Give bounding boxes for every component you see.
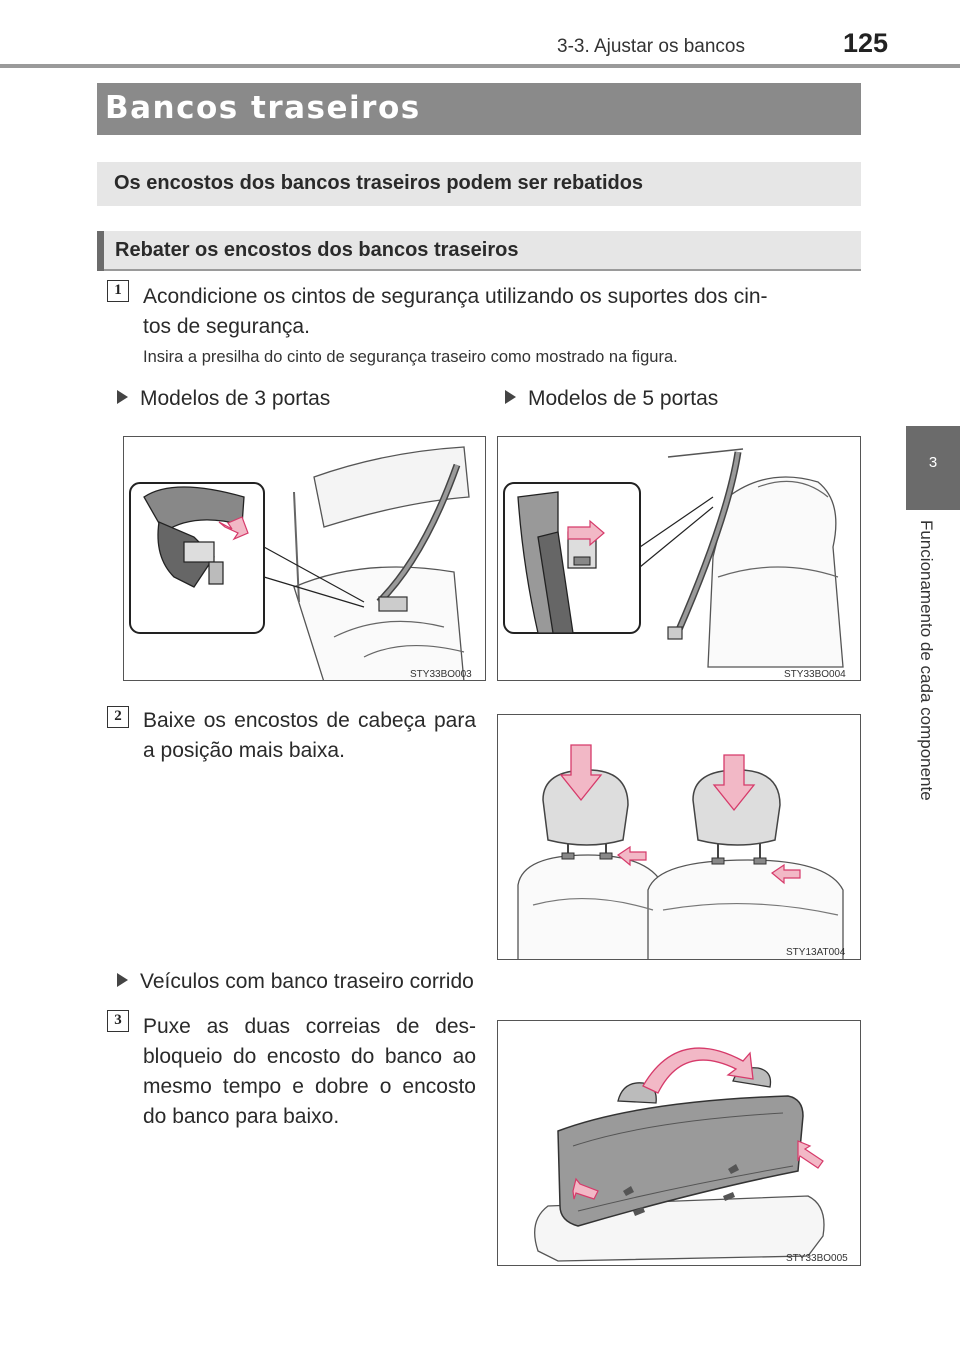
chapter-side-label <box>916 520 946 860</box>
step-1-text-line-1: Acondicione os cintos de segurança utilizando os suportes dos cin- <box>143 285 768 308</box>
figure-fold-seatback <box>497 1020 861 1266</box>
figure-code-5-door: STY33BO004 <box>784 669 846 680</box>
step-number-2: 2 <box>107 706 129 728</box>
fold-seatback-illustration <box>498 1021 861 1266</box>
triangle-bullet-icon <box>505 390 516 404</box>
bullet-three-door-text: Modelos de 3 portas <box>140 387 331 410</box>
seatbelt-5-door-illustration <box>498 437 861 681</box>
header-section-title: 3-3. Ajustar os bancos <box>557 36 745 57</box>
step-2-text: Baixe os encostos de cabeça para a posição mais baixa. <box>143 709 476 762</box>
step-1-text-line-2: tos de segurança. <box>143 315 310 338</box>
figure-3-door-seatbelt <box>123 436 486 681</box>
subheading-primary <box>97 162 861 206</box>
triangle-bullet-icon <box>117 973 128 987</box>
figure-5-door-seatbelt <box>497 436 861 681</box>
seatbelt-3-door-illustration <box>124 437 486 681</box>
bullet-bench-seat <box>117 970 474 994</box>
subheading-primary-text: Os encostos dos bancos traseiros podem ser rebatidos <box>114 172 644 194</box>
chapter-tab-number: 3 <box>928 454 938 471</box>
step-number-1: 1 <box>107 280 129 302</box>
bullet-three-door <box>117 387 330 411</box>
step-1-text <box>143 282 863 342</box>
page-header <box>0 0 960 70</box>
subheading-secondary <box>97 231 861 271</box>
step-number-3: 3 <box>107 1010 129 1032</box>
header-page-number: 125 <box>843 28 889 58</box>
figure-code-headrests: STY13AT004 <box>786 947 846 958</box>
subheading-accent <box>97 231 104 271</box>
figure-code-3-door: STY33BO003 <box>410 669 472 680</box>
section-title-bar <box>97 83 861 135</box>
figure-code-fold: STY33BO005 <box>786 1253 848 1264</box>
chapter-side-label-text: Funcionamento de cada componente <box>917 520 936 801</box>
headrests-illustration <box>498 715 861 960</box>
triangle-bullet-icon <box>117 390 128 404</box>
chapter-tab <box>906 426 960 510</box>
bullet-bench-seat-text: Veículos com banco traseiro corrido <box>140 970 474 993</box>
header-rule <box>0 64 960 68</box>
step-3-text: Puxe as duas correias de des-bloqueio do encosto do banco ao mesmo tempo e dobre o encosto do banco para baixo. <box>143 1015 476 1128</box>
bullet-five-door <box>505 387 718 411</box>
section-title: Bancos traseiros <box>105 90 421 126</box>
subheading-secondary-text: Rebater os encostos dos bancos traseiros <box>115 239 519 261</box>
step-1-note: Insira a presilha do cinto de segurança traseiro como mostrado na figura. <box>143 348 678 366</box>
bullet-five-door-text: Modelos de 5 portas <box>528 387 719 410</box>
figure-headrests <box>497 714 861 960</box>
